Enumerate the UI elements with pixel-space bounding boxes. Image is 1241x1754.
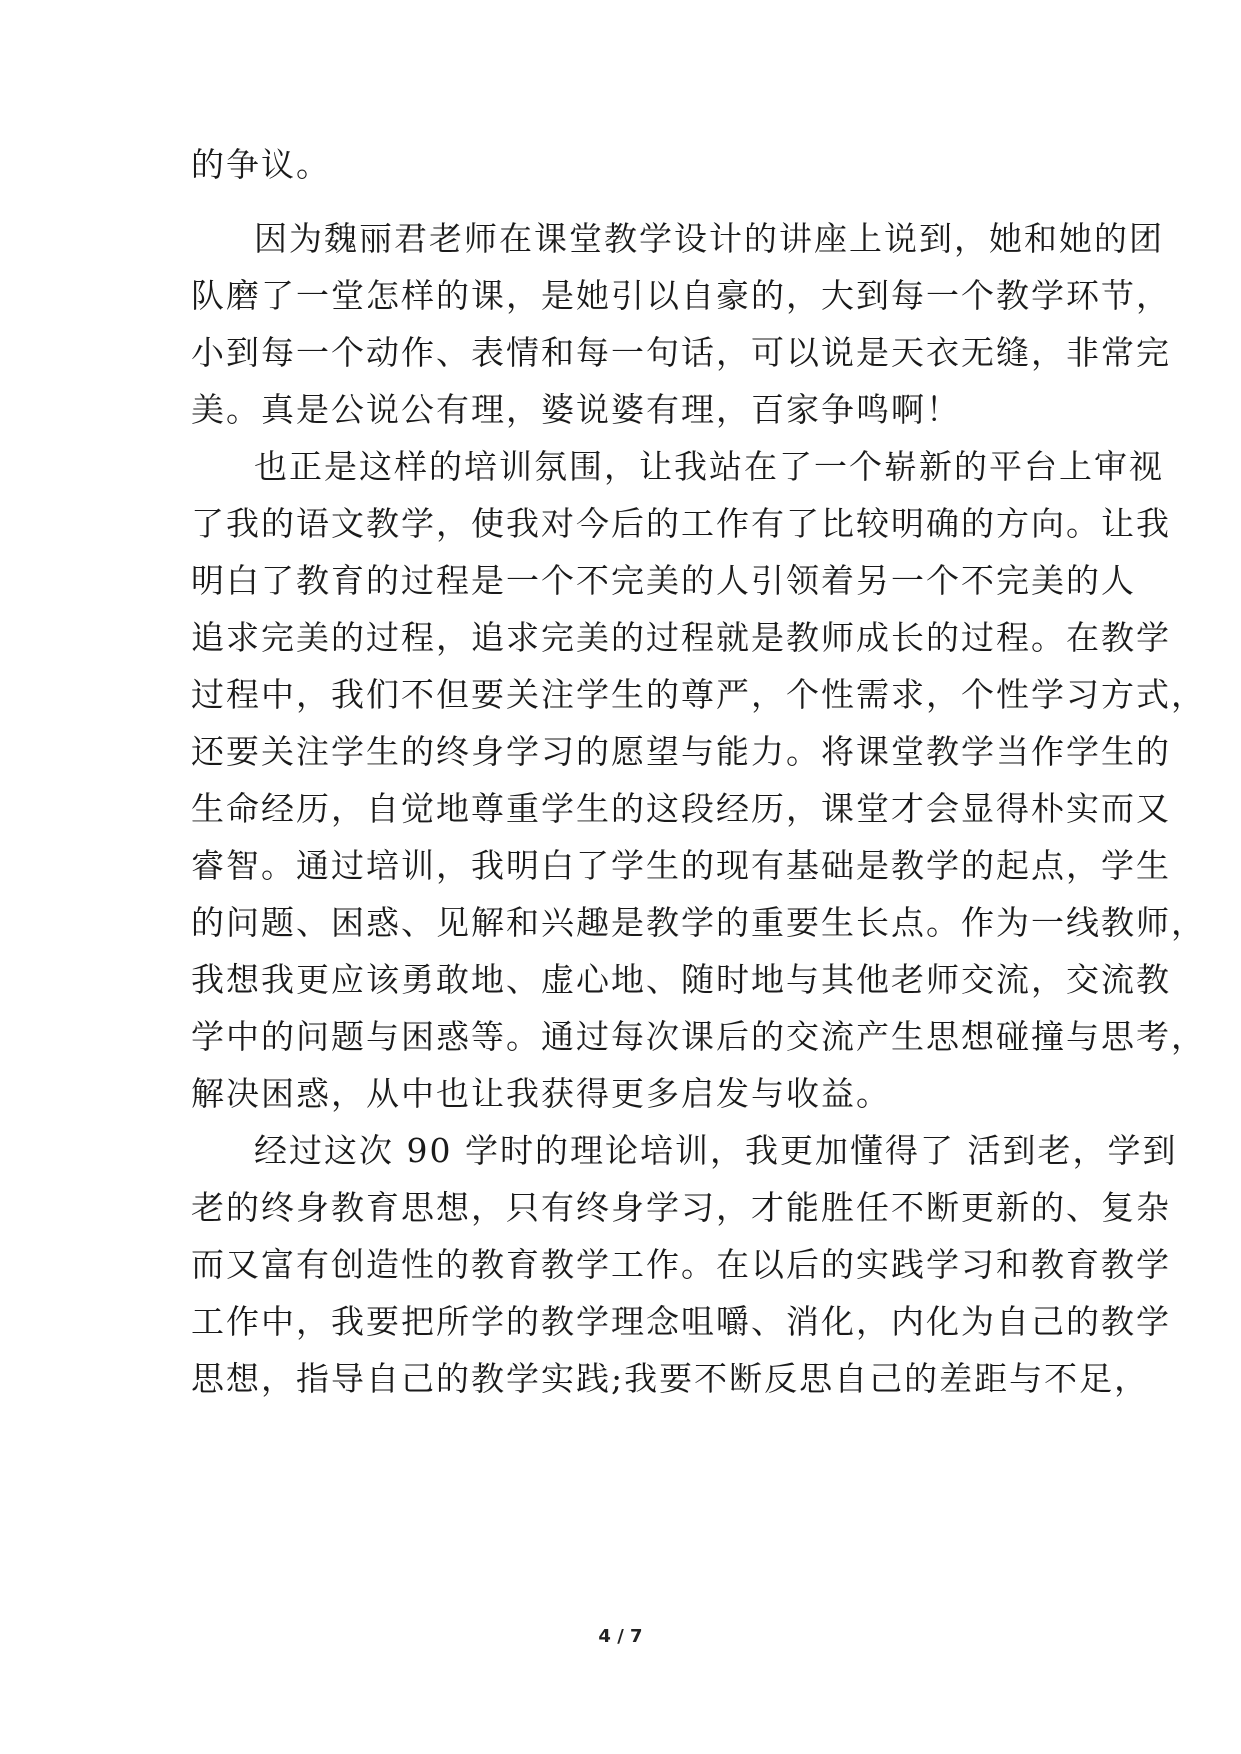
text-line: 睿智。通过培训，我明白了学生的现有基础是教学的起点，学生 — [191, 846, 1171, 885]
page-number: 4 / 7 — [598, 1626, 643, 1647]
paragraph-first-line: 经过这次 90 学时的理论培训，我更加懂得了 活到老，学到 — [254, 1131, 1178, 1170]
text-line: 追求完美的过程，追求完美的过程就是教师成长的过程。在教学 — [191, 618, 1171, 657]
paragraph-first-line: 因为魏丽君老师在课堂教学设计的讲座上说到，她和她的团 — [254, 219, 1164, 258]
text-line: 美。真是公说公有理，婆说婆有理，百家争鸣啊！ — [191, 390, 961, 429]
paragraph-first-line: 也正是这样的培训氛围，让我站在了一个崭新的平台上审视 — [254, 447, 1164, 486]
text-line: 学中的问题与困惑等。通过每次课后的交流产生思想碰撞与思考， — [191, 1017, 1206, 1056]
text-line: 而又富有创造性的教育教学工作。在以后的实践学习和教育教学 — [191, 1245, 1171, 1284]
text-line: 明白了教育的过程是一个不完美的人引领着另一个不完美的人 — [191, 561, 1136, 600]
text-line: 工作中，我要把所学的教学理念咀嚼、消化，内化为自己的教学 — [191, 1302, 1171, 1341]
text-line: 解决困惑，从中也让我获得更多启发与收益。 — [191, 1074, 891, 1113]
text-line: 生命经历，自觉地尊重学生的这段经历，课堂才会显得朴实而又 — [191, 789, 1171, 828]
text-line: 我想我更应该勇敢地、虚心地、随时地与其他老师交流，交流教 — [191, 960, 1171, 999]
text-line: 的争议。 — [191, 145, 331, 184]
text-line: 小到每一个动作、表情和每一句话，可以说是天衣无缝，非常完 — [191, 333, 1171, 372]
text-line: 过程中，我们不但要关注学生的尊严，个性需求，个性学习方式， — [191, 675, 1206, 714]
text-line: 队磨了一堂怎样的课，是她引以自豪的，大到每一个教学环节， — [191, 276, 1171, 315]
text-line: 思想，指导自己的教学实践;我要不断反思自己的差距与不足， — [191, 1359, 1150, 1398]
text-line: 的问题、困惑、见解和兴趣是教学的重要生长点。作为一线教师， — [191, 903, 1206, 942]
text-line: 了我的语文教学，使我对今后的工作有了比较明确的方向。让我 — [191, 504, 1171, 543]
text-line: 还要关注学生的终身学习的愿望与能力。将课堂教学当作学生的 — [191, 732, 1171, 771]
text-line: 老的终身教育思想，只有终身学习，才能胜任不断更新的、复杂 — [191, 1188, 1171, 1227]
